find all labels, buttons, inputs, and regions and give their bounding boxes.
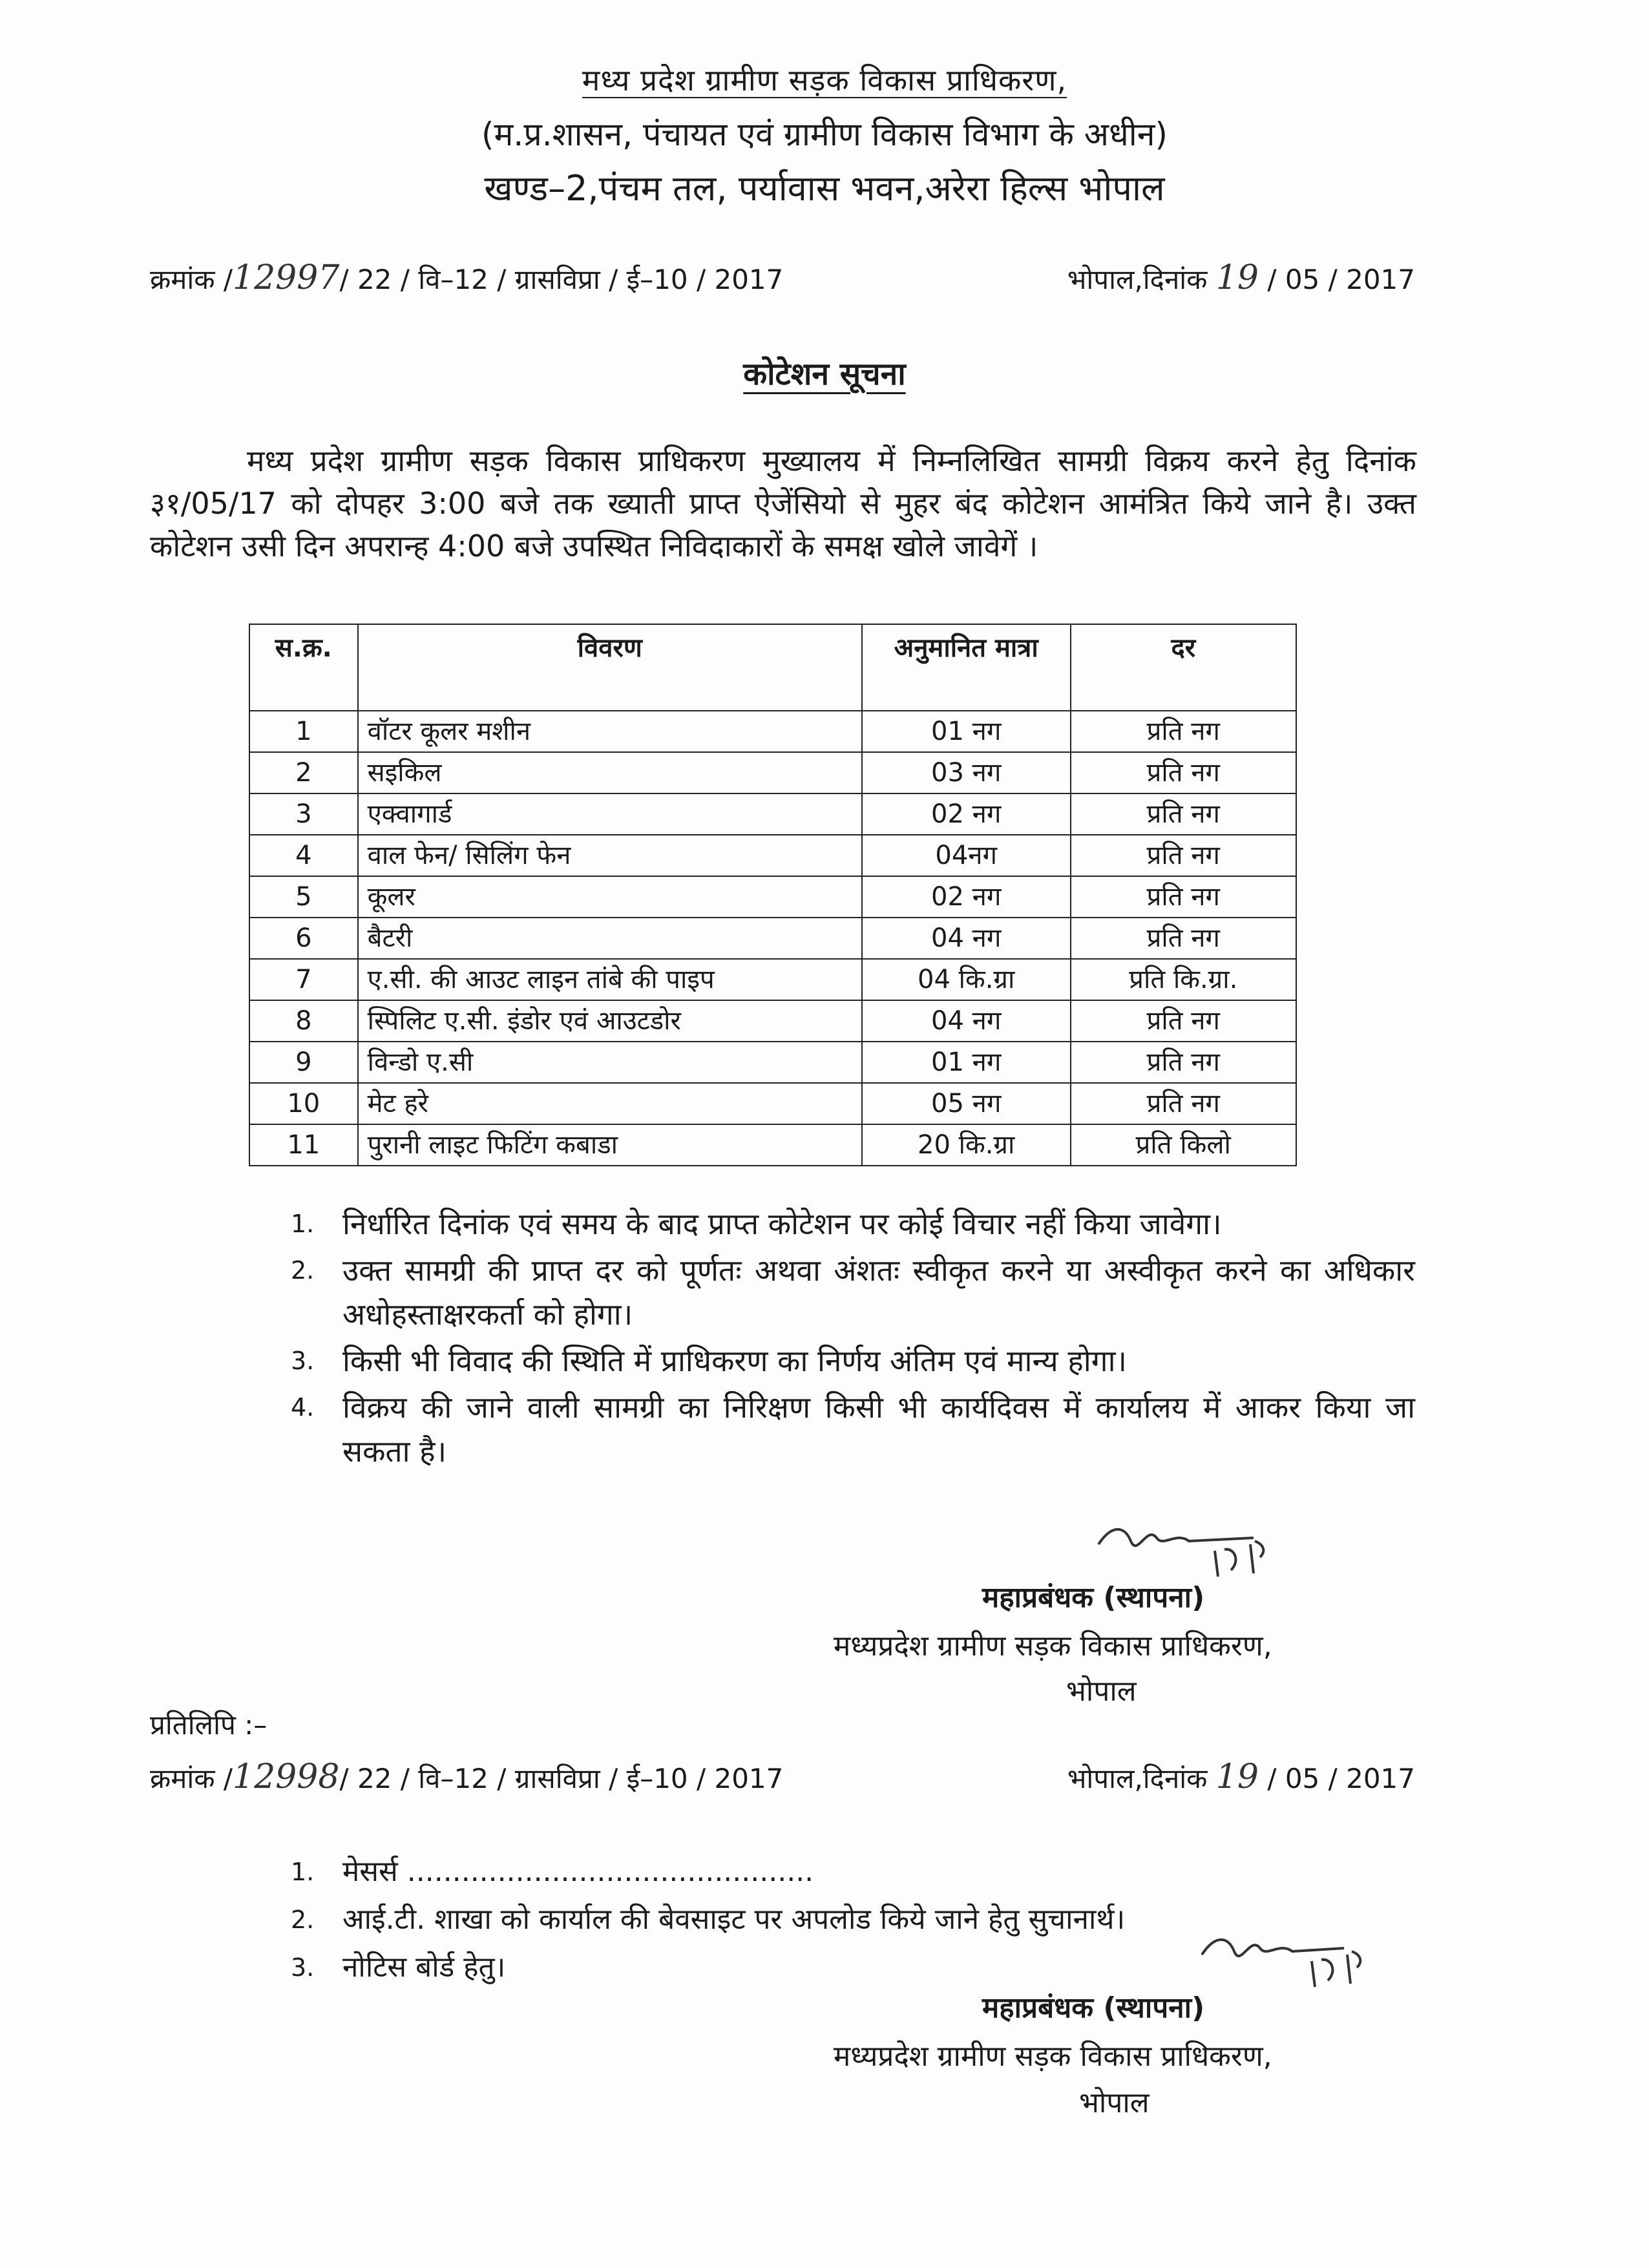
copy-reference-number: क्रमांक /12998/ 22 / वि–12 / ग्रासविप्रा / ई–10 / 2017 [150, 1758, 784, 1796]
cell-description: कूलर [358, 876, 862, 918]
cell-quantity: 04नग [862, 835, 1071, 876]
copy-reference-line [150, 1758, 1415, 1796]
cell-serial: 3 [249, 793, 358, 835]
signatory-title-2: महाप्रबंधक (स्थापना) [982, 1991, 1205, 2024]
cell-rate: प्रति नग [1071, 1083, 1296, 1124]
signatory-city: भोपाल [1066, 1675, 1137, 1708]
cell-rate: प्रति कि.ग्रा. [1071, 959, 1296, 1000]
cell-serial: 1 [249, 711, 358, 752]
cell-rate: प्रति नग [1071, 711, 1296, 752]
handwritten-ref-number: 12997 [233, 258, 340, 297]
condition-number: 2. [291, 1256, 315, 1285]
signatory-org: मध्यप्रदेश ग्रामीण सड़क विकास प्राधिकरण, [834, 1630, 1272, 1663]
cell-serial: 6 [249, 918, 358, 959]
cell-rate: प्रति नग [1071, 752, 1296, 793]
cell-rate: प्रति नग [1071, 1042, 1296, 1083]
signatory-org-2: मध्यप्रदेश ग्रामीण सड़क विकास प्राधिकरण, [834, 2040, 1272, 2073]
cell-description: ए.सी. की आउट लाइन तांबे की पाइप [358, 959, 862, 1000]
cell-quantity: 04 कि.ग्रा [862, 959, 1071, 1000]
handwritten-day: 19 [1215, 258, 1259, 297]
condition-text: उक्त सामग्री की प्राप्त दर को पूर्णतः अथवा अंशतः स्वीकृत करने या अस्वीकृत करने का अधिकार अधोहस्ताक्षरकर्ता को होगा। [342, 1253, 1415, 1332]
condition-text: विक्रय की जाने वाली सामग्री का निरिक्षण किसी भी कार्यदिवस में कार्यालय में आकर किया जा सकता है। [342, 1390, 1415, 1469]
cell-serial: 9 [249, 1042, 358, 1083]
header-description: विवरण [358, 624, 862, 711]
copy-reference-date: भोपाल,दिनांक 19 / 05 / 2017 [1067, 1758, 1415, 1796]
cell-description: विन्डो ए.सी [358, 1042, 862, 1083]
address-line: खण्ड–2,पंचम तल, पर्यावास भवन,अरेरा हिल्स भोपाल [484, 168, 1165, 209]
table-row [249, 752, 1296, 793]
reference-date: भोपाल,दिनांक 19 / 05 / 2017 [1067, 258, 1415, 297]
distribution-text: मेसर्स ............................................. [342, 1855, 814, 1888]
cell-quantity: 05 नग [862, 1083, 1071, 1124]
cell-description: एक्वागार्ड [358, 793, 862, 835]
table-row [249, 793, 1296, 835]
cell-quantity: 02 नग [862, 793, 1071, 835]
table-row [249, 711, 1296, 752]
condition-item [291, 1339, 1415, 1383]
cell-quantity: 03 नग [862, 752, 1071, 793]
intro-paragraph: मध्य प्रदेश ग्रामीण सड़क विकास प्राधिकरण मुख्यालय में निम्नलिखित सामग्री विक्रय करने हेतु दिनांक ३१/05/17 को दोपहर 3:00 बजे तक ख्याती प्राप्त ऐजेंसियो से मुहर बंद कोटेशन आमंत्रित किये जाने है। उक्त कोटेशन उसी दिन अपरान्ह 4:00 बजे उपस्थित निविदाकारों के समक्ष खोले जावेगें । [150, 443, 1416, 563]
distribution-text: आई.टी. शाखा को कार्याल की बेवसाइट पर अपलोड किये जाने हेतु सुचानार्थ। [342, 1903, 1126, 1936]
cell-quantity: 01 नग [862, 711, 1071, 752]
handwritten-copy-ref-number: 12998 [233, 1758, 340, 1796]
header-serial: स.क्र. [249, 624, 358, 711]
cell-rate: प्रति नग [1071, 876, 1296, 918]
table-row [249, 835, 1296, 876]
cell-rate: प्रति नग [1071, 835, 1296, 876]
table-header-row [249, 624, 1296, 711]
reference-number: क्रमांक /12997/ 22 / वि–12 / ग्रासविप्रा / ई–10 / 2017 [150, 258, 784, 297]
table-row [249, 1042, 1296, 1083]
header-quantity: अनुमानित मात्रा [862, 624, 1071, 711]
cell-quantity: 04 नग [862, 1000, 1071, 1042]
cell-serial: 7 [249, 959, 358, 1000]
table-row [249, 918, 1296, 959]
distribution-item [291, 1848, 1428, 1896]
table-body [249, 711, 1296, 1166]
cell-description: सइकिल [358, 752, 862, 793]
signatory-title: महाप्रबंधक (स्थापना) [982, 1581, 1205, 1614]
header-rate: दर [1071, 624, 1296, 711]
cell-description: बैटरी [358, 918, 862, 959]
table-row [249, 1083, 1296, 1124]
cell-description: स्पिलिट ए.सी. इंडोर एवं आउटडोर [358, 1000, 862, 1042]
condition-item [291, 1385, 1415, 1473]
items-table [249, 624, 1297, 1166]
cell-serial: 4 [249, 835, 358, 876]
cell-rate: प्रति नग [1071, 793, 1296, 835]
table-row [249, 959, 1296, 1000]
cell-description: वॉटर कूलर मशीन [358, 711, 862, 752]
signature-mark [1086, 1512, 1279, 1583]
condition-text: किसी भी विवाद की स्थिति में प्राधिकरण का निर्णय अंतिम एवं मान्य होगा। [342, 1343, 1127, 1378]
condition-number: 1. [291, 1210, 315, 1238]
condition-item [291, 1248, 1415, 1336]
table-row [249, 1124, 1296, 1166]
cell-serial: 8 [249, 1000, 358, 1042]
cell-quantity: 04 नग [862, 918, 1071, 959]
condition-number: 4. [291, 1393, 315, 1422]
distribution-number: 3. [291, 1953, 315, 1982]
cell-rate: प्रति नग [1071, 1000, 1296, 1042]
cell-serial: 2 [249, 752, 358, 793]
signatory-city-2: भोपाल [1079, 2086, 1150, 2119]
condition-number: 3. [291, 1347, 315, 1375]
table-row [249, 876, 1296, 918]
cell-quantity: 01 नग [862, 1042, 1071, 1083]
cell-serial: 11 [249, 1124, 358, 1166]
handwritten-copy-day: 19 [1215, 1758, 1259, 1796]
department-line: (म.प्र.शासन, पंचायत एवं ग्रामीण विकास विभाग के अधीन) [481, 116, 1168, 153]
cell-description: पुरानी लाइट फिटिंग कबाडा [358, 1124, 862, 1166]
notice-title: कोटेशन सूचना [743, 356, 906, 392]
cell-serial: 10 [249, 1083, 358, 1124]
distribution-number: 1. [291, 1858, 315, 1886]
condition-item [291, 1202, 1415, 1246]
reference-line [150, 258, 1415, 297]
cell-description: मेट हरे [358, 1083, 862, 1124]
cell-quantity: 20 कि.ग्रा [862, 1124, 1071, 1166]
cell-rate: प्रति नग [1071, 918, 1296, 959]
cell-quantity: 02 नग [862, 876, 1071, 918]
conditions-list [291, 1202, 1415, 1476]
cell-serial: 5 [249, 876, 358, 918]
org-name-heading: मध्य प्रदेश ग्रामीण सड़क विकास प्राधिकरण, [582, 63, 1067, 98]
signature-mark-2 [1189, 1922, 1383, 1993]
condition-text: निर्धारित दिनांक एवं समय के बाद प्राप्त कोटेशन पर कोई विचार नहीं किया जावेगा। [342, 1206, 1222, 1241]
distribution-number: 2. [291, 1906, 315, 1934]
copy-label: प्रतिलिपि :– [150, 1709, 268, 1741]
cell-rate: प्रति किलो [1071, 1124, 1296, 1166]
distribution-text: नोटिस बोर्ड हेतु। [342, 1951, 506, 1984]
table-row [249, 1000, 1296, 1042]
cell-description: वाल फेन/ सिलिंग फेन [358, 835, 862, 876]
